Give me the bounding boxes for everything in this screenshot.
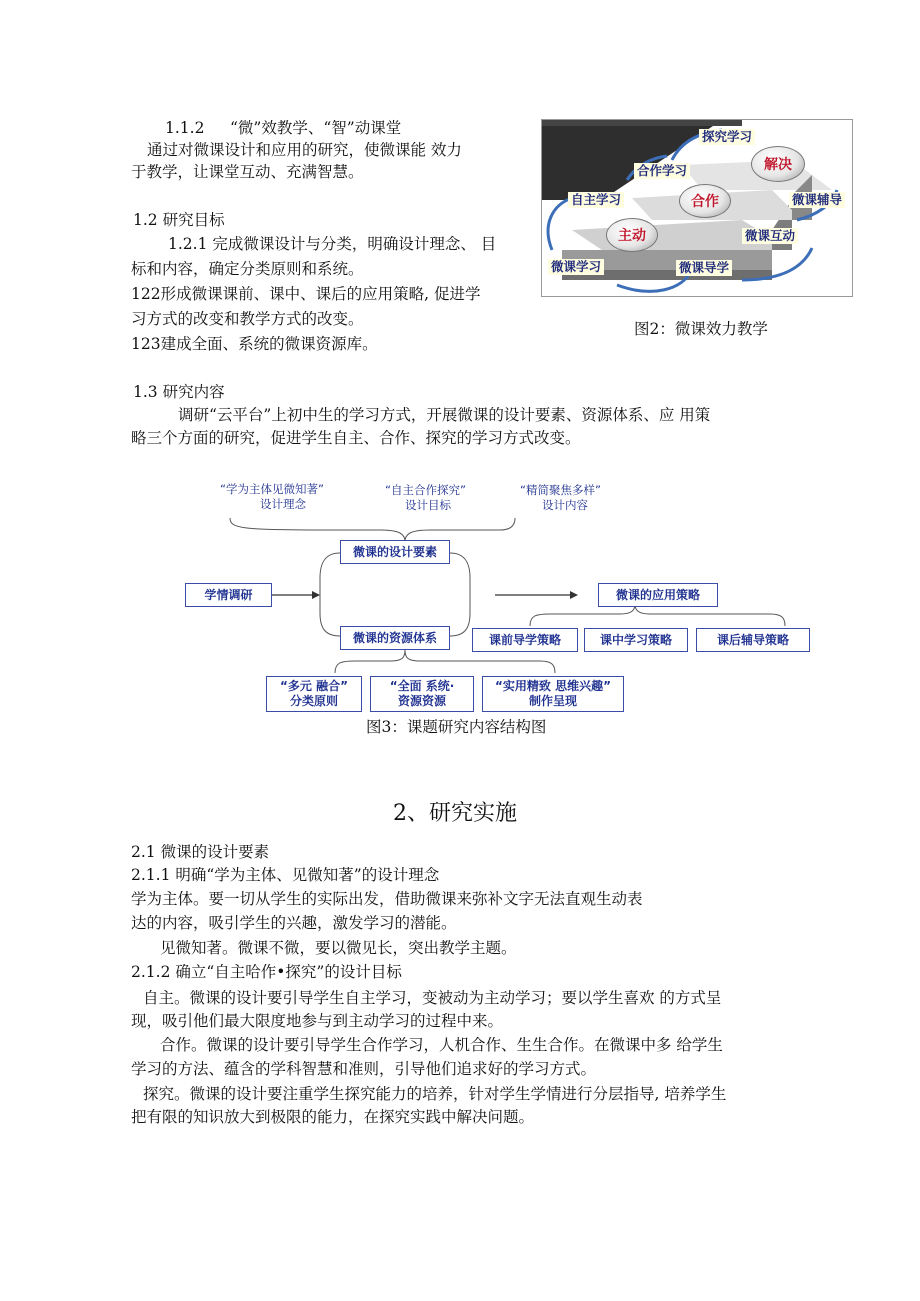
top-label-sub: 设计目标 [405,498,451,512]
paragraph-line: 达的内容，吸引学生的兴趣，激发学习的潜能。 [131,914,457,932]
top-label-sub: 设计内容 [542,498,588,512]
paragraph-line: 合作。微课的设计要引导学生合作学习，人机合作、生生合作。在微课中多 给学生 [160,1036,723,1054]
label-weike-daoxue: 微课导学 [676,260,732,276]
paragraph-line: 标和内容，确定分类原则和系统。 [131,260,364,278]
label-weike-hudong: 微课互动 [742,228,798,244]
bottom-box-sub: 分类原则 [289,694,338,708]
section-heading-2-1: 2.1 微课的设计要素 [131,843,270,861]
oval-jiejue: 解决 [751,146,805,182]
oval-hezuo: 合作 [679,184,731,218]
paragraph-line: 略三个方面的研究，促进学生自主、合作、探究的学习方式改变。 [131,429,581,447]
section-number-1-1-2: 1.1.2 [165,119,205,137]
bottom-box-classification [266,676,362,712]
bottom-box-quote: “多元 融合” [280,679,348,693]
top-label-quote: “自主合作探究” [385,483,466,497]
strategy-box: 课中学习策略 [584,628,688,652]
section-heading-1-1-2: “微”效教学、“智”动课堂 [230,119,402,137]
resource-system-box: 微课的资源体系 [340,626,450,650]
learning-research-box: 学情调研 [185,583,272,607]
section-heading-1-2: 1.2 研究目标 [133,211,225,229]
paragraph-line: 见微知著。微课不微，要以微见长，突出教学主题。 [160,939,517,957]
bottom-box-resources [370,676,474,712]
section-heading-2-1-1: 2.1.1 明确“学为主体、见微知著”的设计理念 [131,866,440,884]
bottom-box-sub: 资源资源 [397,694,446,708]
figure-2-staircase [541,119,853,297]
paragraph-line: 通过对微课设计和应用的研究，使微课能 效力 [147,141,462,159]
paragraph-line: 学习的方法、蕴含的学科智慧和准则，引导他们追求好的学习方式。 [131,1060,597,1078]
label-zizhu: 自主学习 [568,192,624,208]
paragraph-line: 习方式的改变和教学方式的改变。 [131,310,364,328]
paragraph-line: 122形成微课课前、课中、课后的应用策略, 促进学 [131,285,481,303]
figure-3-caption: 图3：课题研究内容结构图 [366,718,547,736]
application-strategy-box: 微课的应用策略 [598,583,718,607]
paragraph-line: 现，吸引他们最大限度地参与到主动学习的过程中来。 [131,1012,504,1030]
label-tanjiu: 探究学习 [699,129,755,145]
design-elements-box: 微课的设计要素 [340,540,450,564]
paragraph-line: 自主。微课的设计要引导学生自主学习，变被动为主动学习；要以学生喜欢 的方式呈 [143,989,722,1007]
paragraph-line: 1.2.1 完成微课设计与分类，明确设计理念、 目 [168,235,497,253]
section-heading-2-1-2: 2.1.2 确立“自主哈作•探究”的设计目标 [131,963,402,981]
strategy-box: 课前导学策略 [472,628,578,652]
paragraph-line: 探究。微课的设计要注重学生探究能力的培养，针对学生学情进行分层指导, 培养学生 [143,1085,727,1103]
section-heading-1-3: 1.3 研究内容 [133,383,225,401]
chapter-2-title: 2、研究实施 [393,801,517,826]
paragraph-line: 学为主体。要一切从学生的实际出发，借助微课来弥补文字无法直观生动表 [131,890,643,908]
paragraph-line: 把有限的知识放大到极限的能力，在探究实践中解决问题。 [131,1108,535,1126]
paragraph-line: 123建成全面、系统的微课资源库。 [131,335,378,353]
paragraph-line: 调研“云平台”上初中生的学习方式，开展微课的设计要素、资源体系、应 用策 [178,406,711,424]
bottom-box-production [482,676,624,712]
bottom-box-quote: “全面 系统· [389,679,455,693]
bottom-box-sub: 制作呈现 [528,694,577,708]
label-hezuo-xuexi: 合作学习 [634,163,690,179]
strategy-box: 课后辅导策略 [696,628,810,652]
bottom-box-quote: “实用精致 思维兴趣” [495,679,611,693]
oval-zhudong: 主动 [606,218,658,252]
figure-2-caption: 图2：微课效力教学 [634,320,768,338]
label-weike-xuexi: 微课学习 [548,259,604,275]
paragraph-line: 于教学，让课堂互动、充满智慧。 [131,163,364,181]
label-weike-fudao: 微课辅导 [789,192,845,208]
top-label-sub: 设计理念 [260,497,306,511]
figure-3-structure [180,478,820,718]
top-label-quote: “精简聚焦多样” [520,483,601,497]
top-label-quote: “学为主体见微知著” [220,482,324,496]
